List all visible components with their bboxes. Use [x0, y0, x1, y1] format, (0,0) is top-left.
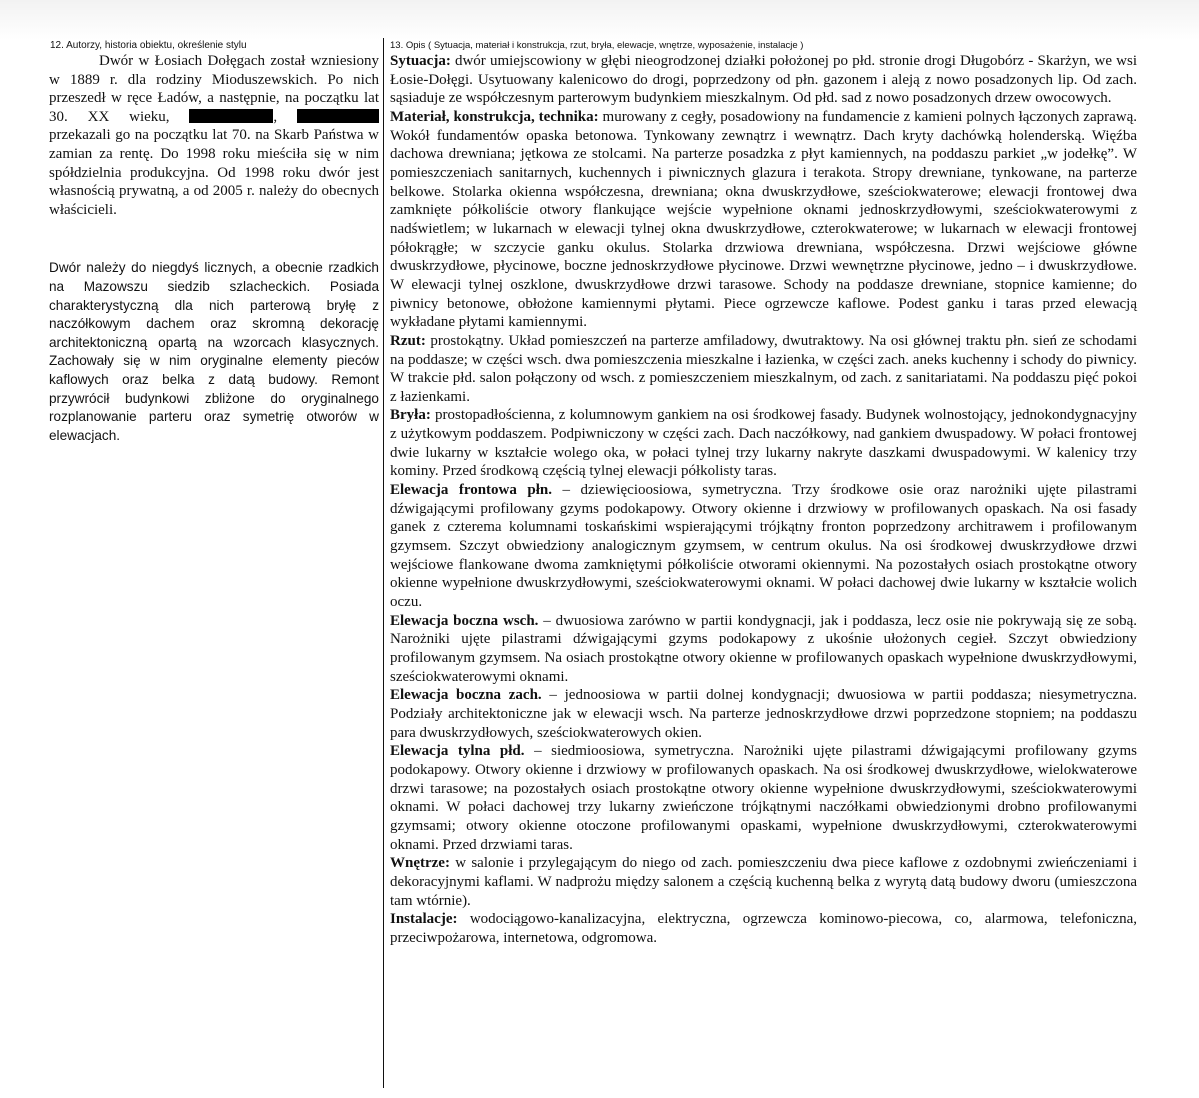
section-label: Elewacja tylna płd. — [390, 743, 525, 760]
description-section — [390, 481, 1137, 612]
section-12-header: 12. Autorzy, historia obiektu, określenie stylu — [50, 40, 247, 51]
description-section — [390, 52, 1137, 108]
section-label: Rzut: — [390, 332, 426, 349]
section-13-header: 13. Opis ( Sytuacja, materiał i konstrukcja, rzut, bryła, elewacje, wnętrze, wyposażenie, instalacje ) — [390, 40, 804, 51]
section-text: – dziewięcioosiowa, symetryczna. Trzy środkowe osie oraz narożniki ujęte pilastrami dźwigającymi profilowany gzyms podokapowy. Otwory okienne i drzwiowy w profilowanych opaskach. Na osi fasady ganek z czterema kolumnami toskańskimi wspierającymi trójkątny fronton poprzedzony architrawem i profilowanym gzymsem. Szczyt obwiedziony analogicznym gzymsem, w centrum okulus. Na osi środkowej dwuskrzydłowe drzwi wejściowe flankowane dwoma zamkniętymi półkoliście otworami okiennymi. Na pozostałych osiach prostokątne otwory okienne wypełnione dwuskrzydłowymi, sześciokwaterowymi oknami. W połaci dachowej dwie lukarny w kształcie wolich oczu. — [390, 482, 1137, 611]
section-text: prostokątny. Układ pomieszczeń na parterze amfiladowy, dwutraktowy. Na osi głównej traktu płn. sień ze schodami na poddasze; w części wsch. dwa pomieszczenia mieszkalne i łazienka, w części zach. aneks kuchenny i schody do piwnicy. W trakcie płd. salon połączony od wsch. z pomieszczeniem mieszkalnym, od zach. z sanitariatami. Na poddaszu pięć pokoi z łazienkami. — [390, 332, 1137, 405]
section-label: Wnętrze: — [390, 855, 450, 872]
redaction-bar — [297, 109, 379, 123]
section-label: Materiał, konstrukcja, technika: — [390, 108, 599, 125]
description-section — [390, 686, 1137, 742]
scan-top-edge — [0, 0, 1199, 40]
section-text: murowany z cegły, posadowiony na fundamencie z kamieni polnych łączonych zaprawą. Wokół fundamentów opaska betonowa. Tynkowany zewnątrz i wewnątrz. Dach kryty dachówką holenderską. Więźba dachowa drewniana; jętkowa ze stolcami. Na parterze posadzka z płyt kamiennych, na poddaszu parkiet „w jodełkę”. W pomieszczeniach sanitarnych, kuchennych i piwnicznych glazura i terakota. Stropy drewniane, tynkowane, na parterze belkowe. Stolarka okienna współczesna, drewniana; okna dwuskrzydłowe, sześciokwaterowe; elewacji frontowej dwa zamknięte półkoliście otwory flankujące wejście wypełnione oknami jednoskrzydłowymi, sześciokwaterowymi z nadświetlem; w lukarnach w elewacji tylnej okna dwuskrzydłowe, czterokwaterowe; w lukarnach w elewacji frontowej półokrągłe; w szczycie ganku okulus. Stolarka drzwiowa drewniana, współczesna. Drzwi wejściowe główne dwuskrzydłowe, płycinowe, boczne jednoskrzydłowe płycinowe. Drzwi wewnętrzne płycinowe, jedno – i dwuskrzydłowe. W elewacji tylnej oszklone, dwuskrzydłowe drzwi tarasowe. Schody na poddasze drewniane, stopnice kamienne; do piwnicy betonowe, obłożone kamiennymi płytami. Piece ogrzewcze kaflowe. Podest ganku i taras przed elewacją wykładane płytami kamiennymi. — [390, 108, 1137, 331]
section-text: – jednoosiowa w partii dolnej kondygnacji; dwuosiowa w partii poddasza; niesymetryczna. Podziały architektoniczne jak w elewacji wsch. Na parterze jednoskrzydłowe drzwi poprzedzone stopniem; na poddaszu para dwuskrzydłowych, sześciokwaterowych okien. — [390, 687, 1137, 741]
section-text: dwór umiejscowiony w głębi nieogrodzonej działki położonej po płd. stronie drogi Długobórz - Skarżyn, we wsi Łosie-Dołęgi. Usytuowany kalenicowo do drogi, poprzedzony od płn. gazonem i aleją z nowo posadzonych lip. Od zach. sąsiaduje ze współczesnym parterowym budynkiem mieszkalnym. Od płd. sad z nowo posadzonych drzew owocowych. — [390, 53, 1137, 107]
section-label: Bryła: — [390, 407, 431, 424]
description-section — [390, 108, 1137, 332]
description-section — [390, 406, 1137, 481]
section-text: wodociągowo-kanalizacyjna, elektryczna, ogrzewcza kominowo-piecowa, co, alarmowa, telefoniczna, przeciwpożarowa, internetowa, odgromowa. — [390, 911, 1137, 946]
description-section — [390, 854, 1137, 910]
redaction-bar — [189, 109, 273, 123]
history-column — [49, 52, 379, 445]
section-text: – dwuosiowa zarówno w partii kondygnacji, jak i poddasza, lecz osie nie pokrywają się ze sobą. Narożniki ujęte pilastrami dźwigającymi gzyms podokapowy z ukośnie ułożonych cegieł. Szczyt obwiedziony profilowanym gzymsem. Na osiach prostokątne otwory okienne w profilowanych opaskach wypełnione dwuskrzydłowymi, sześciokwaterowymi oknami. — [390, 612, 1137, 685]
history-paragraph-1 — [49, 52, 379, 219]
section-label: Elewacja boczna zach. — [390, 687, 542, 704]
description-section — [390, 612, 1137, 687]
history-text-a: Dwór w Łosiach Dołęgach został wzniesiony w 1889 r. dla rodziny Mioduszewskich. Po nich przeszedł w ręce Ładów, a następnie, na początku lat 30. XX wieku, — [49, 53, 379, 125]
section-text: prostopadłościenna, z kolumnowym gankiem na osi środkowej fasady. Budynek wolnostojący, jednokondygnacyjny z użytkowym poddaszem. Podpiwniczony w części zach. Dach naczółkowy, nad gankiem dwuspadowy. W połaci frontowej dwie lukarny w kształcie wolego oka, w połaci tylnej trzy lukarny nakryte daszkami dwuspadowymi. W kalenicy trzy kominy. Przed środkową częścią tylnej elewacji półkolisty taras. — [390, 407, 1137, 480]
section-label: Sytuacja: — [390, 53, 451, 69]
section-text: – siedmioosiowa, symetryczna. Narożniki ujęte pilastrami dźwigającymi profilowany gzyms podokapowy. Otwory okienne i drzwiowy w profilowanych opaskach. Na osi środkowej dwuskrzydłowe, wielokwaterowe drzwi tarasowe; na pozostałych osiach prostokątne otwory okienne wypełnione dwuskrzydłowymi, sześciokwaterowymi oknami. W połaci dachowej trzy lukarny zwieńczone trójkątnymi naczółkami obwiedzionymi drobno profilowanymi gzymsami; otwory okienne otoczone profilowanymi opaskami, wypełnione dwuskrzydłowymi, czterokwaterowymi oknami. Przed drzwiami taras. — [390, 743, 1137, 853]
section-label: Elewacja boczna wsch. — [390, 612, 539, 629]
section-text: w salonie i przylegającym do niego od zach. pomieszczeniu dwa piece kaflowe z ozdobnymi zwieńczeniami i dekoracyjnymi kaflami. W nadprożu między salonem a częścią kuchenną belka z wyrytą datą budowy dworu (umieszczona tam wtórnie). — [390, 855, 1137, 909]
history-paragraph-2: Dwór należy do niegdyś licznych, a obecnie rzadkich na Mazowszu siedzib szlacheckich. Posiada charakterystyczną dla nich parterową bryłę z naczółkowym dachem oraz skromną dekorację architektoniczną opartą na wzorcach klasycznych. Zachowały się w nim oryginalne elementy pieców kaflowych oraz belka z datą budowy. Remont przywrócił budynkowi zbliżone do oryginalnego rozplanowanie parteru oraz symetrię otworów w elewacjach. — [49, 260, 379, 443]
column-divider — [383, 38, 384, 1088]
description-column — [390, 52, 1137, 948]
description-section — [390, 332, 1137, 407]
description-section — [390, 910, 1137, 947]
section-label: Elewacja frontowa płn. — [390, 482, 552, 499]
history-text-b: przekazali go na początku lat 70. na Skarb Państwa w zamian za rentę. Do 1998 roku mieściła się w nim spółdzielnia produkcyjna. Od 1998 roku dwór jest własnością prywatną, a od 2005 r. należy do obecnych właścicieli. — [49, 127, 379, 218]
history-separator: , — [273, 108, 298, 125]
description-section — [390, 742, 1137, 854]
section-label: Instalacje: — [390, 911, 458, 928]
